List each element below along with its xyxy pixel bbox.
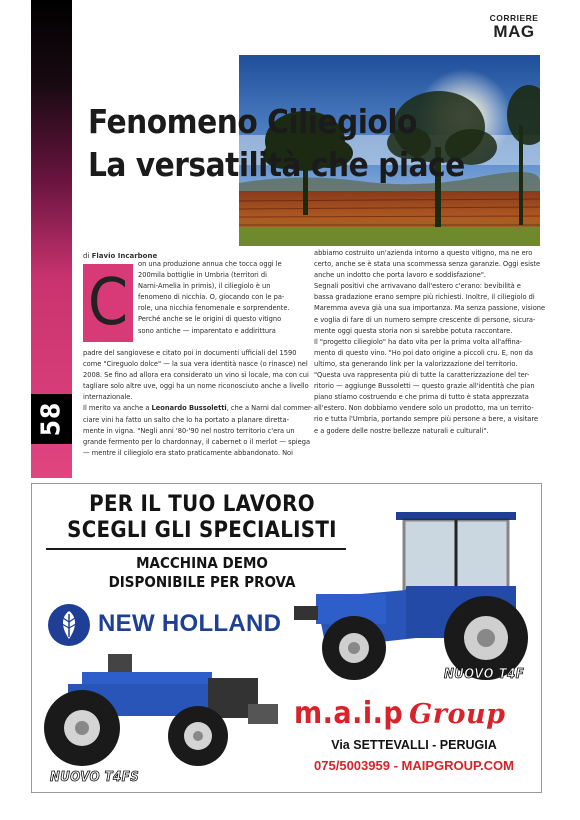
text-line: sono antiche — imparentato e addirittura (138, 325, 276, 335)
magazine-logo (486, 14, 542, 40)
article-title (88, 100, 488, 186)
text-line: mento di questo vino. "Ho poi dato origine a piccoli cru. E, non da (314, 347, 533, 357)
title-line-2: La versatilità che piace (88, 145, 465, 184)
drop-cap: C (83, 264, 133, 342)
text-line: rio e tutta l'Umbria, portando sempre più persone a bere, a visitare (314, 414, 539, 424)
text-line: all'estero. Non dobbiamo vendere solo un prodotto, ma un territo- (314, 403, 534, 413)
ad-subheadline: MACCHINA DEMO DISPONIBILE PER PROVA (108, 554, 296, 591)
brand-name: NEW HOLLAND (98, 610, 282, 637)
text-line: role, una nicchia fenomenale e sorprendente. (138, 303, 290, 313)
advertisement (31, 483, 542, 793)
text-line: 2008. Se fino ad allora era considerato un vino sì locale, ma con cui (83, 370, 309, 380)
byline-prefix: di (83, 252, 90, 260)
text-line: e voglia di fare di un numero sempre crescente di persone, sicura- (314, 314, 536, 324)
logo-line-1: CORRIERE (489, 13, 539, 23)
text-line: mente oggi questa storia non si sarebbe potuta raccontare. (314, 325, 513, 335)
model-tag-large: NUOVO T4F (444, 667, 525, 682)
text-line: ciare vini ha fatto un salto che lo ha portato a planare diretta- (83, 414, 290, 424)
text-line: come "Cireguolo dolce" — la sua vera identità nasce (o rinasce) nel (83, 359, 308, 369)
text-line: padre del sangiovese e citato poi in documenti ufficiali del 1590 (83, 348, 297, 357)
text-line: Maremma aveva già una sua importanza. Ma senza passione, visione (314, 303, 546, 313)
article-column-1-top (138, 258, 290, 336)
model-tag-small: NUOVO T4FS (50, 770, 140, 785)
text-line: ritorio — aggiunge Bussoletti — questo grazie all'identità che pian (314, 381, 535, 391)
text-line: anche un indotto che porta lavoro e soddisfazione". (314, 270, 486, 280)
text-line: fenomeno di nicchia. O, giocando con le pa- (138, 292, 285, 302)
text-line: Narni-Amelia in primis), il ciliegiolo è un (138, 281, 271, 291)
text-line: Segnali positivi che arrivavano dall'estero c'erano: bevibilità e (314, 281, 521, 291)
text-line: e a godere delle nostre bellezze naturali e culturali". (314, 425, 489, 435)
new-holland-leaf-icon (48, 604, 90, 646)
text-line: ultimo, sta generando link per la valorizzazione del territorio. (314, 358, 518, 368)
logo-line-2: MAG (493, 22, 535, 41)
tractor-illustration-small (38, 644, 288, 778)
page-number: 58 (31, 394, 72, 444)
person-name: Leonardo Bussoletti (151, 403, 227, 413)
article-column-1-bottom (83, 347, 313, 458)
text-line: "Questa uva rappresenta più di tutte la caratterizzazione del ter- (314, 370, 530, 380)
title-line-1: Fenomeno Ciliegiolo (88, 102, 417, 141)
text-line: abbiamo costruito un'azienda intorno a questo vitigno, ma ne ero (314, 248, 533, 257)
dealer-logo: m.a.i.p Group (294, 696, 506, 731)
text-line: piano stiamo costruendo e che prima di tutto è stata apprezzata (314, 392, 529, 402)
text-line: internazionale. (83, 392, 133, 402)
text-line: Il "progetto ciliegiolo" ha dato vita per la prima volta all'affina- (314, 336, 523, 346)
text-line: 200mila bottiglie in Umbria (territori di (138, 270, 267, 280)
article-column-2 (314, 247, 545, 436)
text-line: certo, anche se è stata una scommessa senza garanzie. Oggi esiste (314, 259, 541, 269)
byline-author: Flavio Incarbone (91, 252, 158, 260)
text-line: Il merito va anche a Leonardo Bussoletti, che a Narni dal commer- (83, 403, 313, 413)
text-line: mente in vigna. "Negli anni '80-'90 nel nostro territorio c'era un (83, 425, 295, 435)
text-line: tagliare solo altre uve, oggi ha un nome riconosciuto anche a livello (83, 381, 309, 391)
ad-headline: PER IL TUO LAVORO SCEGLI GLI SPECIALISTI (67, 492, 337, 543)
dealer-address: Via SETTEVALLI - PERUGIA (331, 738, 497, 752)
text-line: on una produzione annua che tocca oggi le (138, 259, 282, 268)
text-line: — mentre il ciliegiolo era stato praticamente abbandonato. Noi (83, 447, 293, 457)
text-line: grande fermento per lo chardonnay, il cabernet o il merlot — spiega (83, 436, 311, 446)
dealer-contact: 075/5003959 - MAIPGROUP.COM (314, 758, 514, 773)
tractor-illustration-large (286, 498, 536, 692)
text-line: Perché anche se le origini di questo vitigno (138, 314, 282, 324)
text-line: bassa gradazione erano sempre più richiesti. Inoltre, il ciliegiolo di (314, 292, 535, 302)
